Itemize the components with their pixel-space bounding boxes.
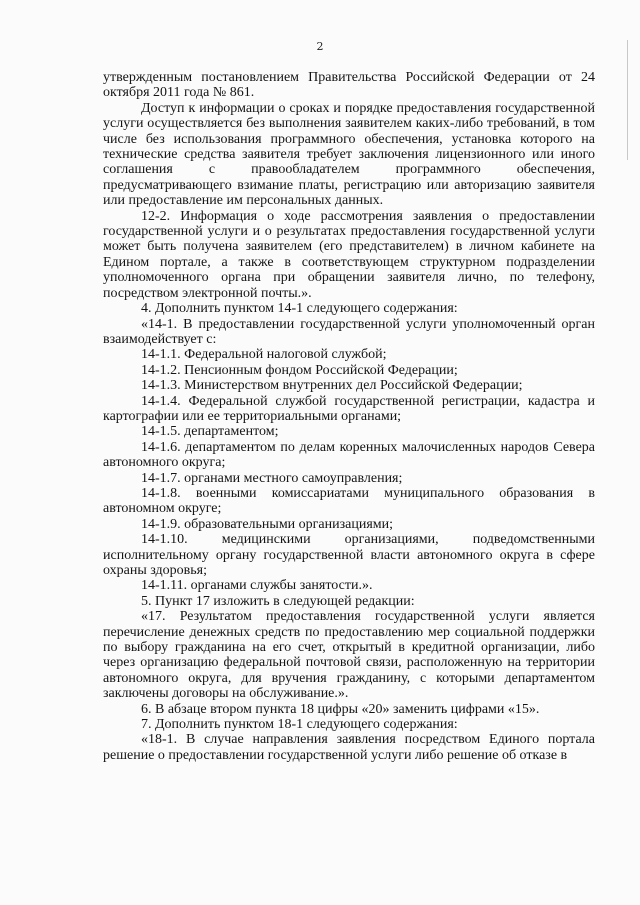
list-item-14-1-3: 14-1.3. Министерством внутренних дел Российской Федерации; xyxy=(141,378,523,394)
paragraph-item-5: 5. Пункт 17 изложить в следующей редакции: xyxy=(141,593,415,609)
list-item-14-1-10: 14-1.10. медицинскими организациями, подведомственными исполнительному органу государственной власти автономного округа в сфере охраны здоровья; xyxy=(103,532,595,578)
list-item-14-1-2: 14-1.2. Пенсионным фондом Российской Федерации; xyxy=(141,362,458,378)
document-body xyxy=(103,70,595,763)
list-item-14-1-11: 14-1.11. органами службы занятости.». xyxy=(141,578,373,594)
list-item-14-1-4: 14-1.4. Федеральной службой государственной регистрации, кадастра и картографии или ее территориальными органами; xyxy=(103,393,595,424)
scan-artifact xyxy=(627,40,628,160)
page-number: 2 xyxy=(316,40,324,53)
paragraph-14-1: «14-1. В предоставлении государственной услуги уполномоченный орган взаимодействует с: xyxy=(103,316,595,347)
list-item-14-1-7: 14-1.7. органами местного самоуправления; xyxy=(141,470,403,486)
paragraph-item-6: 6. В абзаце втором пункта 18 цифры «20» заменить цифрами «15». xyxy=(141,701,540,717)
list-item-14-1-5: 14-1.5. департаментом; xyxy=(141,424,279,440)
paragraph-17: «17. Результатом предоставления государственной услуги является перечисление денежных средств по предоставлению мер социальной поддержки по выбору гражданина на его счет, открытый в кредитной организации, либо через организацию федеральной почтовой связи, расположенную на территории автономного округа, для вручения гражданину, с которыми департаментом заключены договоры на обслуживание.». xyxy=(103,609,595,702)
paragraph-continuation: утвержденным постановлением Правительства Российской Федерации от 24 октября 2011 года № 861. xyxy=(103,70,595,101)
paragraph-12-2: 12-2. Информация о ходе рассмотрения заявления о предоставлении государственной услуги и о результатах предоставления государственной услуги может быть получена заявителем (его представителем) в личном кабинете на Едином портале, а также в соответствующем структурном подразделении уполномоченного органа при обращении заявителя лично, по телефону, посредством электронной почты.». xyxy=(103,208,595,301)
paragraph-18-1: «18-1. В случае направления заявления посредством Единого портала решение о предоставлении государственной услуги либо решение об отказе в xyxy=(103,732,595,763)
list-item-14-1-8: 14-1.8. военными комиссариатами муниципального образования в автономном округе; xyxy=(103,485,595,517)
list-item-14-1-9: 14-1.9. образовательными организациями; xyxy=(141,516,394,532)
paragraph-access-info: Доступ к информации о сроках и порядке предоставления государственной услуги осуществляется без выполнения заявителем каких-либо требований, в том числе без использования программного обеспечения, установка которого на технические средства заявителя требует заключения лицензионного или иного соглашения с правообладателем программного обеспечения, предусматривающего взимание платы, регистрацию или авторизацию заявителя или предоставление им персональных данных. xyxy=(103,100,595,209)
list-item-14-1-1: 14-1.1. Федеральной налоговой службой; xyxy=(141,347,387,363)
paragraph-item-4: 4. Дополнить пунктом 14-1 следующего содержания: xyxy=(141,301,458,317)
list-item-14-1-6: 14-1.6. департаментом по делам коренных малочисленных народов Севера автономного округа; xyxy=(103,439,595,471)
paragraph-item-7: 7. Дополнить пунктом 18-1 следующего содержания: xyxy=(141,717,458,733)
